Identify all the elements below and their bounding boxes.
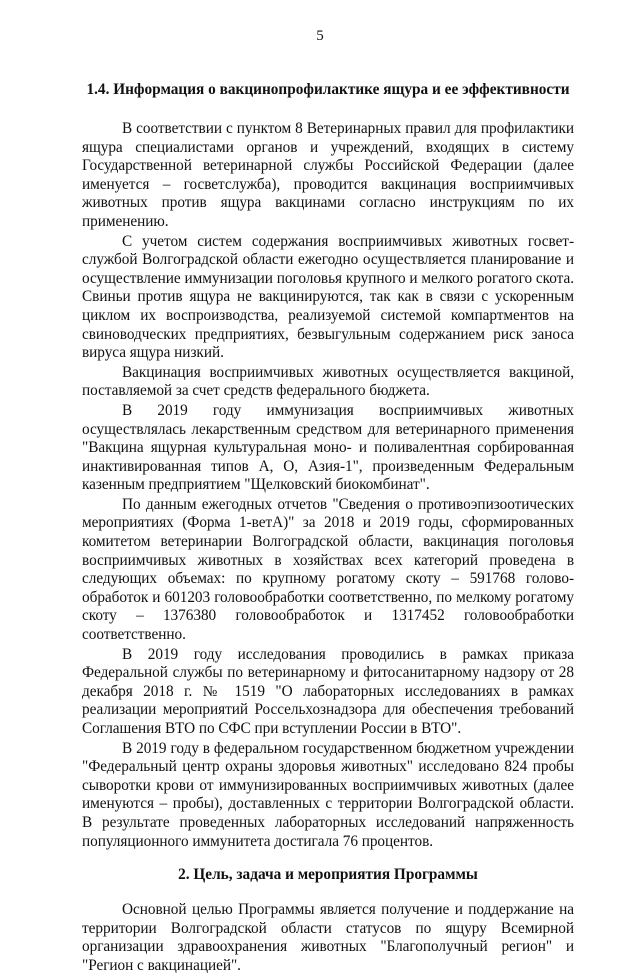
paragraph: По данным ежегодных отчетов "Сведения о противоэпизоотических мероприятиях (Форма 1-ветА)" за 2018 и 2019 годы, сформированных комитетом ветеринарии Волгоградской области, вакцинация поголовья восприимчивых животных в хозяйствах всех категорий проведена в следующих объемах: по крупному рогатому скоту – 591768 голово-обработок и 601203 головообработки соответственно, по мелкому рогатому скоту – 1376380 головообработок и 1317452 головообработки соответственно. [82,495,574,644]
document-body [82,80,574,976]
paragraph: В 2019 году иммунизация восприимчивых животных осуществлялась лекарственным средством для ветеринарного применения "Вакцина ящурная культуральная моно- и поливалентная сорбированная инактивированная типов А, О, Азия-1", произведенным Федеральным казенным предприятием "Щелковский биокомбинат". [82,401,574,494]
paragraph: Основной целью Программы является получение и поддержание на территории Волгоградской области статусов по ящуру Всемирной организации здравоохранения животных "Благополучный регион" и "Регион с вакцинацией". [82,901,574,974]
paragraph: В 2019 году в федеральном государственном бюджетном учреждении "Федеральный центр охраны здоровья животных" исследовано 824 пробы сыворотки крови от иммунизированных восприимчивых животных (далее именуются – пробы), доставленных с территории Волгоградской области. В результате проведенных лабораторных исследований напряженность популяционного иммунитета достигала 76 процентов. [82,739,574,850]
section-1-title: 1.4. Информация о вакцинопрофилактике ящура и ее эффективности [86,81,570,98]
section-2-title: 2. Цель, задача и мероприятия Программы [178,866,478,884]
page-number: 5 [316,28,324,44]
paragraph: С учетом систем содержания восприимчивых животных госвет-службой Волгоградской области ежегодно осуществляется планирование и осуществление иммунизации поголовья крупного и мелкого рогатого скота. Свиньи против ящура не вакцинируются, так как в связи с ускоренным циклом их воспроизводства, реализуемой системой компартментов на свиноводческих предприятиях, безвыгульным содержанием риск заноса вируса ящура низкий. [82,232,574,362]
paragraph: Вакцинация восприимчивых животных осуществляется вакциной, поставляемой за счет средств федерального бюджета. [82,363,574,400]
paragraph: В соответствии с пунктом 8 Ветеринарных правил для профилактики ящура специалистами органов и учреждений, входящих в систему Государственной ветеринарной службы Российской Федерации (далее именуется – госветслужба), проводится вакцинация восприимчивых животных против ящура вакцинами согласно инструкциям по их применению. [82,120,574,230]
paragraph: В 2019 году исследования проводились в рамках приказа Федеральной службы по ветеринарному и фитосанитарному надзору от 28 декабря 2018 г. № 1519 "О лабораторных исследованиях в рамках реализации мероприятий Россельхознадзора для обеспечения требований Соглашения ВТО по СФС при вступлении России в ВТО". [82,645,574,737]
